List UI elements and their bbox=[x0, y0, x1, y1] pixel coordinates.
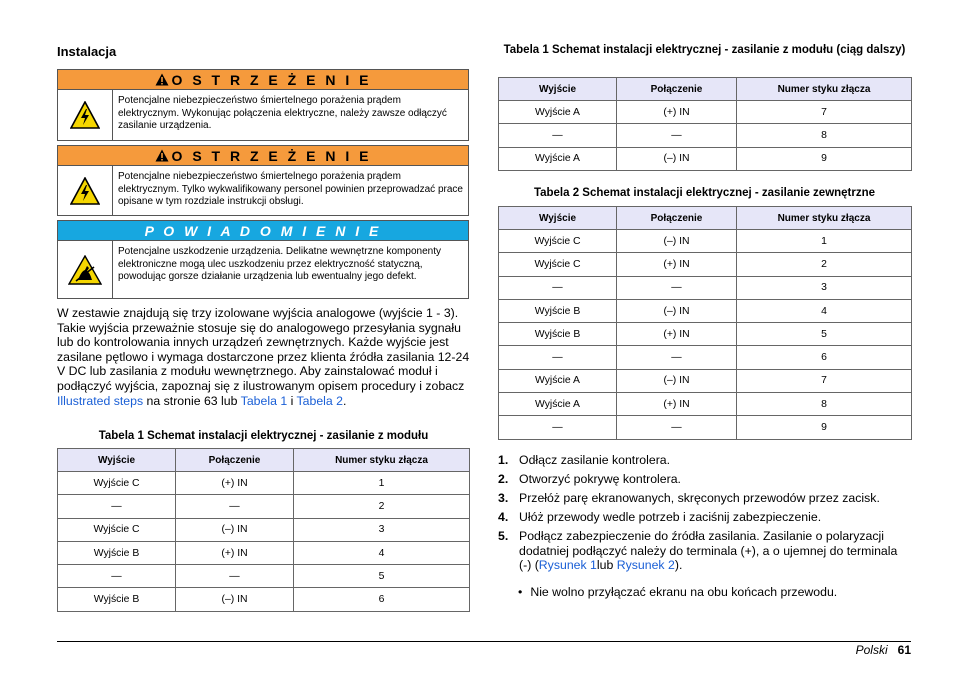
col-header-connection: Połączenie bbox=[617, 207, 737, 230]
table-cell: (+) IN bbox=[176, 541, 294, 564]
col-header-output: Wyjście bbox=[58, 449, 176, 472]
table-cell: 5 bbox=[737, 323, 912, 346]
step-number: 1. bbox=[498, 453, 509, 467]
electric-shock-icon bbox=[58, 90, 113, 140]
table-cell: Wyjście B bbox=[58, 588, 176, 611]
warning-header bbox=[58, 146, 468, 166]
step-item bbox=[498, 510, 912, 525]
page-footer bbox=[856, 643, 911, 657]
table-cell: (–) IN bbox=[617, 230, 737, 253]
table-cell: Wyjście C bbox=[58, 518, 176, 541]
table1-caption: Tabela 1 Schemat instalacji elektrycznej - zasilanie z modułu bbox=[98, 430, 429, 442]
table-cell: 1 bbox=[737, 230, 912, 253]
table2-caption: Tabela 2 Schemat instalacji elektrycznej - zasilanie zewnętrzne bbox=[533, 187, 876, 199]
table-cell: Wyjście C bbox=[499, 230, 617, 253]
table-cell: — bbox=[499, 346, 617, 369]
intro-mid: na stronie 63 lub bbox=[143, 393, 241, 408]
step-text: Odłącz zasilanie kontrolera. bbox=[519, 453, 671, 467]
table-row bbox=[499, 346, 912, 369]
notice-box bbox=[57, 220, 469, 299]
step-number: 4. bbox=[498, 509, 509, 524]
warning-title: O S T R Z E Ż E N I E bbox=[171, 71, 372, 88]
table-row bbox=[499, 147, 912, 170]
step-text: Ułóż przewody wedle potrzeb i zaciśnij zabezpieczenie. bbox=[519, 509, 822, 524]
table-cell: 3 bbox=[294, 518, 470, 541]
table-cell: — bbox=[58, 495, 176, 518]
col-header-pin: Numer styku złącza bbox=[737, 207, 912, 230]
table-cell: — bbox=[499, 124, 617, 147]
link-tabela-2[interactable]: Tabela 2 bbox=[296, 393, 344, 408]
warning-header bbox=[58, 70, 468, 90]
table-cell: — bbox=[176, 565, 294, 588]
bullet-dot: • bbox=[518, 585, 523, 599]
esd-sensitive-icon bbox=[58, 241, 113, 298]
table-cell: 2 bbox=[294, 495, 470, 518]
intro-text: W zestawie znajdują się trzy izolowane wyjścia analogowe (wyjście 1 - 3). Takie wyjścia przeważnie stosuje się do analogowego przesyłania sygnału lub do kontrolowania innych urządzeń zewnętrznych. Każde wyjście jest zasilane pętlowo i wymaga dostarczone przez klienta źródła zasilania 12-24 V DC lub zasilania z modułu wewnętrznego. Aby zainstalować moduł i podłączyć wyjścia, zapoznaj się z ilustrowanym opisem procedury i zobacz bbox=[57, 306, 470, 393]
table-cell: 3 bbox=[737, 276, 912, 299]
table-cell: 6 bbox=[737, 346, 912, 369]
table-cell: 4 bbox=[737, 299, 912, 322]
warning-triangle-icon bbox=[155, 73, 169, 86]
table-cell: Wyjście B bbox=[58, 541, 176, 564]
table-cell: (–) IN bbox=[617, 299, 737, 322]
link-rysunek-1[interactable]: Rysunek 1 bbox=[538, 558, 597, 573]
table-cell: Wyjście B bbox=[499, 323, 617, 346]
table-cell: 2 bbox=[737, 253, 912, 276]
table-cell: 1 bbox=[294, 472, 470, 495]
table-row bbox=[58, 541, 470, 564]
step-number: 2. bbox=[498, 471, 509, 486]
intro-paragraph bbox=[57, 306, 470, 408]
table-cell: (–) IN bbox=[617, 147, 737, 170]
electric-shock-icon bbox=[58, 166, 113, 215]
warning-box-2 bbox=[57, 145, 469, 216]
table-cell: (+) IN bbox=[617, 101, 737, 124]
table-cell: 8 bbox=[737, 124, 912, 147]
step-item bbox=[498, 529, 912, 573]
table-cell: (–) IN bbox=[176, 518, 294, 541]
table-cell: — bbox=[176, 495, 294, 518]
warning-triangle-icon bbox=[155, 149, 169, 162]
col-header-output: Wyjście bbox=[499, 78, 617, 101]
footer-language: Polski bbox=[855, 643, 888, 657]
table-row bbox=[499, 276, 912, 299]
step-item bbox=[498, 453, 912, 468]
table-cell: Wyjście A bbox=[499, 369, 617, 392]
table-cell: 5 bbox=[294, 565, 470, 588]
table-row bbox=[499, 124, 912, 147]
footer-divider bbox=[57, 641, 911, 642]
table-cell: — bbox=[58, 565, 176, 588]
step-text: Podłącz zabezpieczenie do źródła zasilania. Zasilanie o polaryzacji dodatniej podłączyć należy do terminala (+), a o ujemnej do terminala (-) ( bbox=[519, 528, 898, 573]
link-tabela-1[interactable]: Tabela 1 bbox=[240, 393, 288, 408]
section-title: Instalacja bbox=[57, 44, 117, 59]
table-row bbox=[499, 101, 912, 124]
bullet-text: Nie wolno przyłączać ekranu na obu końcach przewodu. bbox=[530, 585, 838, 599]
table-cell: Wyjście C bbox=[58, 472, 176, 495]
step-number: 3. bbox=[498, 490, 509, 505]
table-cell: (+) IN bbox=[176, 472, 294, 495]
page-number: 61 bbox=[897, 643, 911, 657]
table-row bbox=[499, 230, 912, 253]
table-row bbox=[499, 299, 912, 322]
table-cell: (+) IN bbox=[617, 253, 737, 276]
table-cell: (+) IN bbox=[617, 393, 737, 416]
table-cell: — bbox=[617, 416, 737, 439]
notice-header bbox=[58, 221, 468, 241]
table-row bbox=[499, 369, 912, 392]
table-row bbox=[499, 323, 912, 346]
table-row bbox=[499, 253, 912, 276]
table-cell: 7 bbox=[737, 369, 912, 392]
table-cell: (–) IN bbox=[617, 369, 737, 392]
step-text-mid: lub bbox=[596, 558, 617, 573]
col-header-pin: Numer styku złącza bbox=[294, 449, 470, 472]
step-text: Otworzyć pokrywę kontrolera. bbox=[519, 471, 681, 486]
table-row bbox=[58, 518, 470, 541]
table-row bbox=[58, 495, 470, 518]
intro-end: . bbox=[343, 393, 347, 408]
table1-continued bbox=[498, 77, 912, 171]
table-cell: Wyjście C bbox=[499, 253, 617, 276]
table-row bbox=[499, 416, 912, 439]
table-cell: — bbox=[617, 276, 737, 299]
col-header-output: Wyjście bbox=[499, 207, 617, 230]
table-cell: 8 bbox=[737, 393, 912, 416]
warning-text: Potencjalne niebezpieczeństwo śmiertelnego porażenia prądem elektrycznym. Wykonując połączenia elektryczne, należy zawsze odłączyć zasilanie urządzenia. bbox=[118, 95, 447, 131]
warning-title: O S T R Z E Ż E N I E bbox=[171, 147, 372, 164]
table-cell: Wyjście A bbox=[499, 101, 617, 124]
col-header-connection: Połączenie bbox=[176, 449, 294, 472]
col-header-connection: Połączenie bbox=[617, 78, 737, 101]
link-rysunek-2[interactable]: Rysunek 2 bbox=[616, 558, 675, 573]
table-row bbox=[499, 393, 912, 416]
table-cell: — bbox=[499, 416, 617, 439]
link-illustrated-steps[interactable]: Illustrated steps bbox=[57, 393, 144, 408]
step-text-end: ). bbox=[674, 558, 683, 573]
table-row bbox=[58, 565, 470, 588]
table-cell: 4 bbox=[294, 541, 470, 564]
installation-steps bbox=[498, 453, 912, 577]
table-row bbox=[58, 472, 470, 495]
notice-title: P O W I A D O M I E N I E bbox=[144, 222, 382, 239]
table-row bbox=[58, 588, 470, 611]
table-cell: (+) IN bbox=[617, 323, 737, 346]
step-item bbox=[498, 472, 912, 487]
notice-text: Potencjalne uszkodzenie urządzenia. Delikatne wewnętrzne komponenty elektroniczne mogą ulec uszkodzeniu przez elektryczność statyczną, powodując gorsze działanie urządzenia lub ewentualny jego defekt. bbox=[118, 246, 441, 282]
step-number: 5. bbox=[498, 528, 509, 543]
table-cell: 9 bbox=[737, 147, 912, 170]
table-cell: Wyjście A bbox=[499, 147, 617, 170]
table1-cont-caption: Tabela 1 Schemat instalacji elektrycznej - zasilanie z modułu (ciąg dalszy) bbox=[503, 44, 906, 56]
table-cell: 9 bbox=[737, 416, 912, 439]
table-cell: — bbox=[499, 276, 617, 299]
step-item bbox=[498, 491, 912, 506]
table-cell: Wyjście A bbox=[499, 393, 617, 416]
table1 bbox=[57, 448, 470, 612]
table-cell: — bbox=[617, 124, 737, 147]
table-cell: Wyjście B bbox=[499, 299, 617, 322]
table-cell: — bbox=[617, 346, 737, 369]
table-cell: 7 bbox=[737, 101, 912, 124]
warning-text: Potencjalne niebezpieczeństwo śmiertelnego porażenia prądem elektrycznym. Tylko wykwalifikowany personel powinien przeprowadzać prace opisane w tym rozdziale instrukcji obsługi. bbox=[118, 171, 463, 207]
col-header-pin: Numer styku złącza bbox=[737, 78, 912, 101]
bullet-note bbox=[518, 585, 837, 599]
step-text: Przełóż parę ekranowanych, skręconych przewodów przez zacisk. bbox=[519, 490, 880, 505]
intro-and: i bbox=[287, 393, 297, 408]
table-cell: 6 bbox=[294, 588, 470, 611]
table2 bbox=[498, 206, 912, 440]
table-cell: (–) IN bbox=[176, 588, 294, 611]
warning-box-1 bbox=[57, 69, 469, 141]
